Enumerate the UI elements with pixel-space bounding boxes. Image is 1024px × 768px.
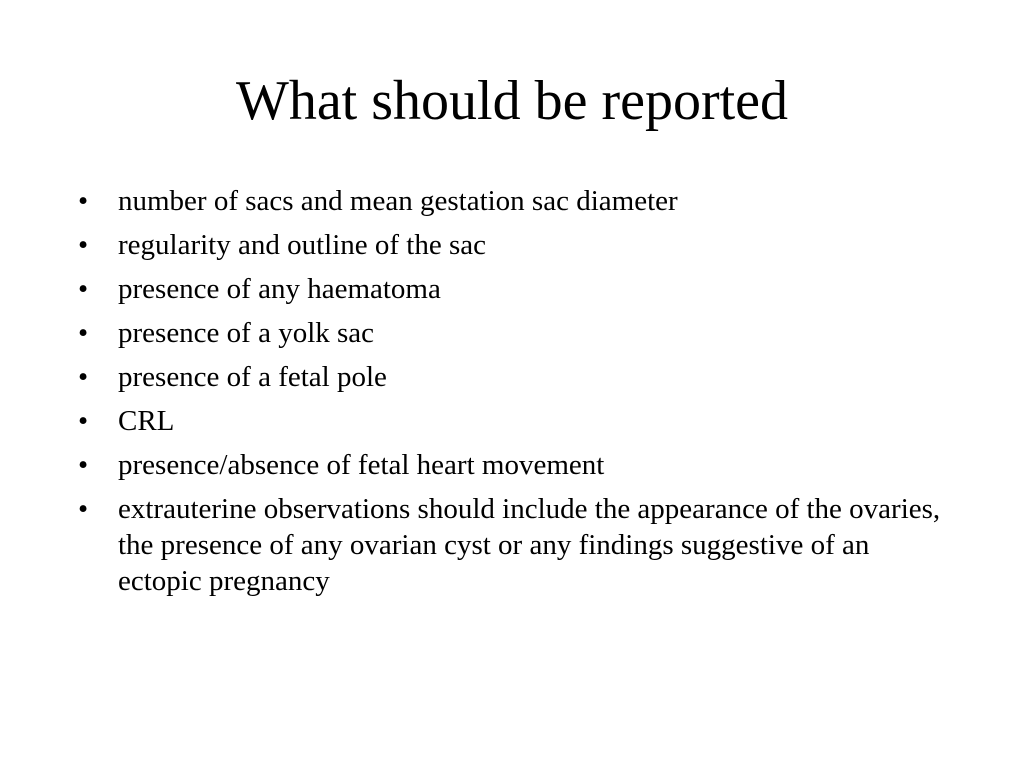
bullet-icon: • — [78, 449, 89, 481]
bullet-icon: • — [78, 361, 89, 393]
bullet-icon: • — [78, 185, 89, 217]
bullet-text: presence of any haematoma — [118, 273, 441, 305]
bullet-item — [70, 403, 960, 439]
bullet-item — [70, 359, 960, 395]
bullet-icon: • — [78, 229, 89, 261]
bullet-icon: • — [78, 405, 89, 437]
bullet-text: CRL — [118, 405, 175, 437]
bullet-icon: • — [78, 493, 89, 525]
bullet-icon: • — [78, 317, 89, 349]
bullet-icon: • — [78, 273, 89, 305]
bullet-list — [70, 183, 960, 607]
bullet-text: regularity and outline of the sac — [118, 229, 487, 261]
slide-title: What should be reported — [235, 70, 789, 132]
bullet-text: presence/absence of fetal heart movement — [118, 449, 605, 481]
bullet-text: presence of a fetal pole — [118, 361, 387, 393]
bullet-item — [70, 447, 960, 483]
bullet-text: number of sacs and mean gestation sac diameter — [118, 185, 678, 217]
bullet-item — [70, 315, 960, 351]
bullet-item — [70, 271, 960, 307]
bullet-item — [70, 491, 960, 599]
bullet-item — [70, 227, 960, 263]
bullet-text: presence of a yolk sac — [118, 317, 375, 349]
bullet-item — [70, 183, 960, 219]
bullet-text: extrauterine observations should include the appearance of the ovaries, the presence of any ovarian cyst or any findings suggestive of an ectopic pregnancy — [118, 493, 941, 597]
